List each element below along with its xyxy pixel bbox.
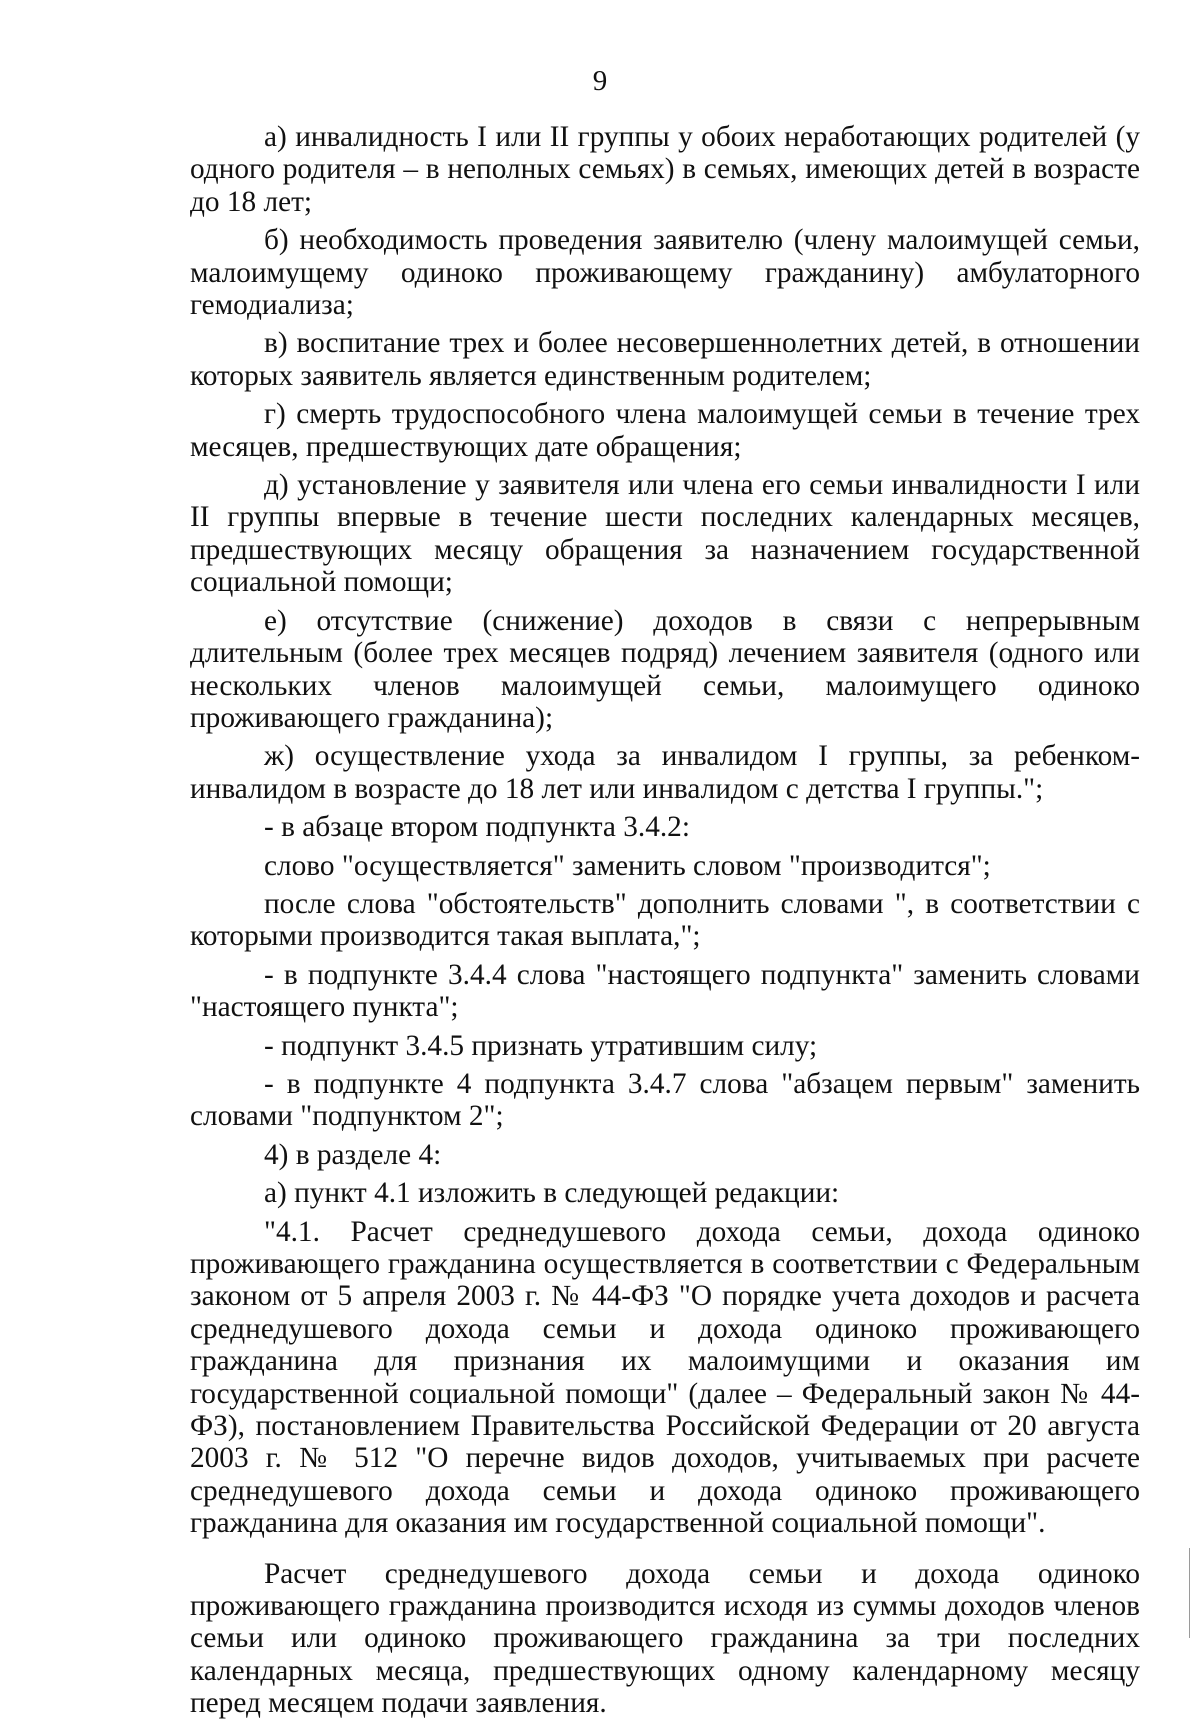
paragraph-3-4-2-heading: - в абзаце втором подпункта 3.4.2: <box>264 811 690 844</box>
paragraph-zh-care: ж) осуществление ухода за инвалидом I группы, за ребенком-инвалидом в возрасте до 18 лет или инвалидом с детства I группы."; <box>190 740 1140 805</box>
paragraph-v-single-parent: в) воспитание трех и более несовершеннолетних детей, в отношении которых заявитель является единственным родителем; <box>190 327 1140 392</box>
paragraph-d-new-disability: д) установление у заявителя или члена его семьи инвалидности I или II группы впервые в течение шести последних календарных месяцев, предшествующих месяцу обращения за назначением государственной социальной помощи; <box>190 469 1140 599</box>
page-number: 9 <box>592 65 608 97</box>
paragraph-4-1-text: "4.1. Расчет среднедушевого дохода семьи, дохода одиноко проживающего гражданина осуществляется в соответствии с Федеральным законом от 5 апреля 2003 г. № 44-ФЗ "О порядке учета доходов и расчета среднедушевого дохода семьи и дохода одиноко проживающего гражданина для признания их малоимущими и оказания им государственной социальной помощи" (далее – Федеральный закон № 44-ФЗ), постановлением Правительства Российской Федерации от 20 августа 2003 г. № 512 "О перечне видов доходов, учитываемых при расчете среднедушевого дохода семьи и дохода одиноко проживающего гражданина для оказания им государственной социальной помощи". <box>190 1215 1140 1540</box>
paragraph-section-4: 4) в разделе 4: <box>264 1138 442 1171</box>
paragraph-g-death: г) смерть трудоспособного члена малоимущей семьи в течение трех месяцев, предшествующих дате обращения; <box>190 398 1140 463</box>
paragraph-e-income-loss: е) отсутствие (снижение) доходов в связи с непрерывным длительным (более трех месяцев подряд) лечением заявителя (одного или нескольких членов малоимущей семьи, малоимущего одиноко проживающего гражданина); <box>190 604 1140 734</box>
paragraph-b-hemodialysis: б) необходимость проведения заявителю (члену малоимущей семьи, малоимущему одиноко проживающему гражданину) амбулаторного гемодиализа; <box>190 224 1140 322</box>
paragraph-3-4-7: - в подпункте 4 подпункта 3.4.7 слова "абзацем первым" заменить словами "подпунктом 2"; <box>190 1067 1140 1133</box>
paragraph-3-4-5: - подпункт 3.4.5 признать утратившим силу; <box>264 1029 818 1062</box>
paragraph-calculation: Расчет среднедушевого дохода семьи и дохода одиноко проживающего гражданина производится исходя из суммы доходов членов семьи или одиноко проживающего гражданина за три последних календарных месяца, предшествующих одному календарному месяцу перед месяцем подачи заявления. <box>190 1557 1140 1720</box>
paragraph-4-1-heading: а) пункт 4.1 изложить в следующей редакции: <box>264 1177 840 1210</box>
paragraph-3-4-2-add: после слова "обстоятельств" дополнить словами ", в соответствии с которыми производится такая выплата,"; <box>190 887 1140 953</box>
paragraph-a-disability: а) инвалидность I или II группы у обоих неработающих родителей (у одного родителя – в неполных семьях) в семьях, имеющих детей в возрасте до 18 лет; <box>190 121 1140 218</box>
document-body <box>190 121 1140 1720</box>
paragraph-3-4-2-replace: слово "осуществляется" заменить словом "производится"; <box>264 849 991 882</box>
scan-edge-mark <box>1189 1548 1190 1638</box>
paragraph-3-4-4: - в подпункте 3.4.4 слова "настоящего подпункта" заменить словами "настоящего пункта"; <box>190 958 1140 1024</box>
